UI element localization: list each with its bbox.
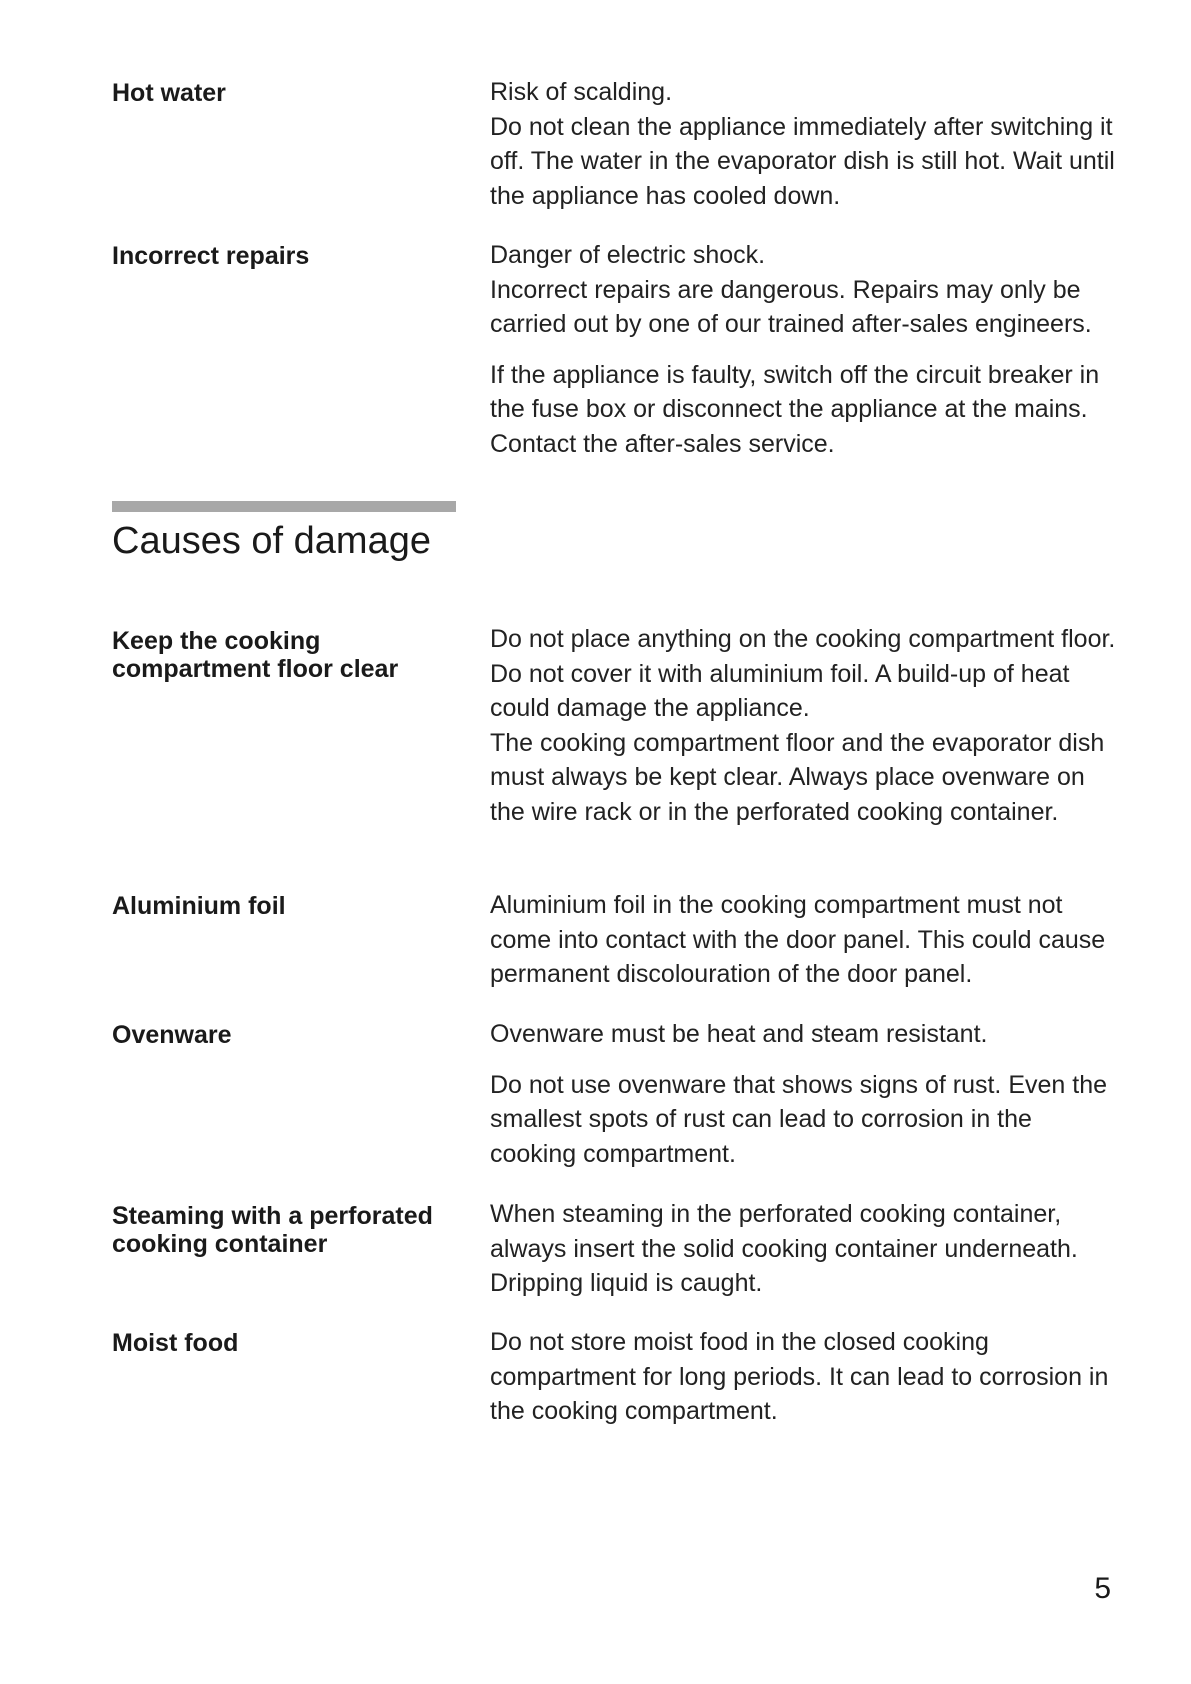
entry-body — [490, 622, 1120, 829]
entry-paragraph: Do not use ovenware that shows signs of rust. Even the smallest spots of rust can lead to corrosion in the cooking compartment. — [490, 1070, 1108, 1168]
entry-paragraph: Aluminium foil in the cooking compartment must not come into contact with the door panel. This could cause permanent discolouration of the door panel. — [490, 891, 1106, 988]
entry-paragraph: Do not store moist food in the closed cooking compartment for long periods. It can lead to corrosion in the cooking compartment. — [490, 1328, 1109, 1425]
entry-paragraph: Danger of electric shock. Incorrect repairs are dangerous. Repairs may only be carried out by one of our trained after-sales engineers. — [490, 241, 1092, 338]
entry-label: Steaming with a perforated cooking container — [112, 1202, 433, 1258]
entry-label: Keep the cooking compartment floor clear — [112, 627, 399, 683]
section-title: Causes of damage — [112, 520, 431, 562]
entry-body — [490, 1325, 1120, 1429]
entry-body — [490, 75, 1120, 213]
section-divider-bar — [112, 501, 456, 512]
entry-body — [490, 1197, 1120, 1301]
entry-paragraph: If the appliance is faulty, switch off the circuit breaker in the fuse box or disconnect the appliance at the mains. Contact the after-sales service. — [490, 360, 1100, 458]
entry-label: Aluminium foil — [112, 892, 286, 920]
entry-paragraph: When steaming in the perforated cooking container, always insert the solid cooking container underneath. Dripping liquid is caught. — [490, 1200, 1078, 1297]
entry-paragraph: Risk of scalding. Do not clean the appliance immediately after switching it off. The water in the evaporator dish is still hot. Wait until the appliance has cooled down. — [490, 78, 1115, 210]
entry-paragraph: Do not place anything on the cooking compartment floor. Do not cover it with aluminium foil. A build-up of heat could damage the appliance. The cooking compartment floor and the evaporator dish must always be kept clear. Always place ovenware on the wire rack or in the perforated cooking container. — [490, 625, 1116, 826]
entry-label: Hot water — [112, 79, 226, 107]
entry-label: Moist food — [112, 1329, 239, 1357]
page-number: 5 — [1094, 1572, 1111, 1605]
entry-body — [490, 238, 1120, 461]
entry-label: Incorrect repairs — [112, 242, 310, 270]
entry-body — [490, 1017, 1120, 1171]
entry-paragraph: Ovenware must be heat and steam resistant. — [490, 1020, 988, 1048]
entry-label: Ovenware — [112, 1021, 232, 1049]
entry-body — [490, 888, 1120, 992]
